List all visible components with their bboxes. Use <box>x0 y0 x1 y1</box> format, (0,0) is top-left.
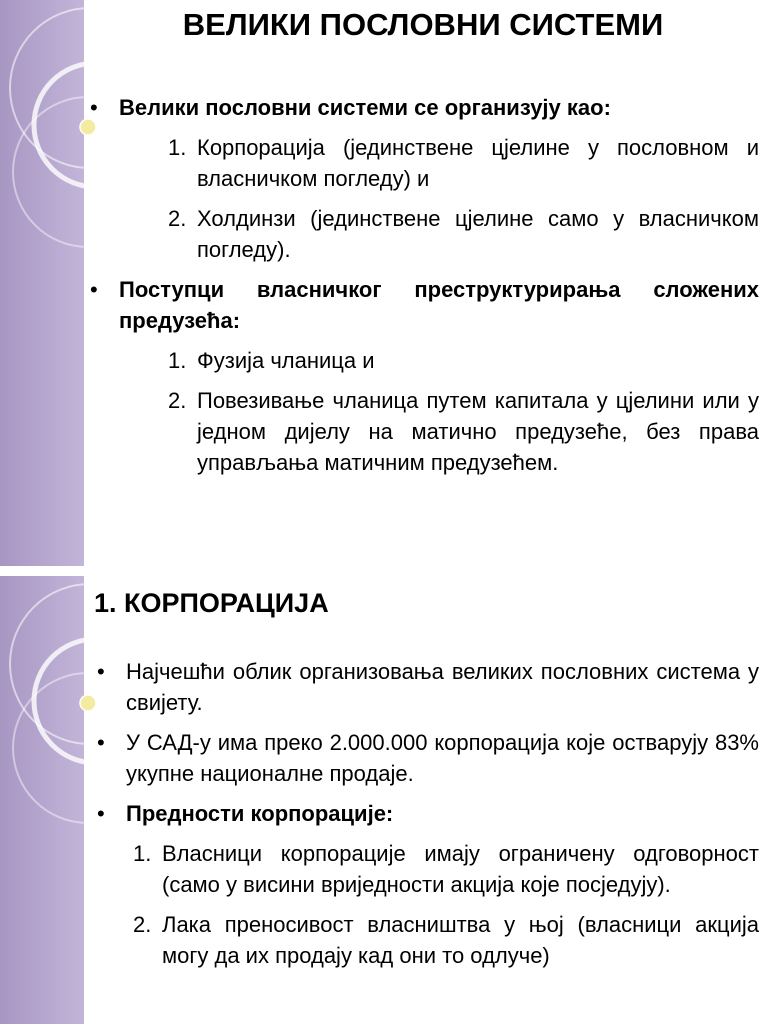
bullet-item <box>88 274 759 336</box>
numbered-item <box>88 203 759 265</box>
item-text: Холдинзи (јединствене цјелине само у власничком погледу). <box>197 206 759 262</box>
slide2-content <box>95 656 759 980</box>
bullet-icon: • <box>97 730 105 755</box>
bullet-text: Велики пословни системи се организују као: <box>119 95 611 120</box>
item-number: 2. <box>168 206 187 231</box>
numbered-item <box>88 132 759 194</box>
bullet-item <box>88 92 759 123</box>
bullet-text: У САД-у има преко 2.000.000 корпорација које остварују 83% укупне националне продаје. <box>126 730 759 786</box>
bullet-icon: • <box>97 659 105 684</box>
item-number: 1. <box>168 348 187 373</box>
numbered-item <box>95 909 759 971</box>
item-text: Фузија чланица и <box>197 348 375 373</box>
item-number: 1. <box>168 135 187 160</box>
numbered-item <box>88 345 759 376</box>
bullet-item <box>95 656 759 718</box>
bullet-icon: • <box>90 277 98 302</box>
bullet-icon: • <box>90 95 98 120</box>
item-text: Власници корпорације имају ограничену одговорност (само у висини вриједности акција које посједују). <box>162 841 759 897</box>
section-title: 1. КОРПОРАЦИЈА <box>94 588 329 618</box>
item-text: Корпорација (јединствене цјелине у пословном и власничком погледу) и <box>197 135 759 191</box>
slide-separator <box>0 566 768 576</box>
bullet-text: Предности корпорације: <box>126 801 394 826</box>
slide1-content <box>88 92 759 487</box>
numbered-item <box>95 838 759 900</box>
item-number: 2. <box>168 388 187 413</box>
item-text: Лака преносивост власништва у њој (власници акција могу да их продају кад они то одлуче) <box>162 912 759 968</box>
bullet-text: Најчешћи облик организовања великих пословних система у свијету. <box>126 659 759 715</box>
page-title: ВЕЛИКИ ПОСЛОВНИ СИСТЕМИ <box>182 7 664 42</box>
item-number: 2. <box>133 912 152 937</box>
bullet-item <box>95 727 759 789</box>
bullet-text: Поступци власничког преструктурирања сложених предузећа: <box>119 277 759 333</box>
bullet-item <box>95 798 759 829</box>
bullet-icon: • <box>97 801 105 826</box>
item-number: 1. <box>133 841 152 866</box>
item-text: Повезивање чланица путем капитала у цјелини или у једном дијелу на матично предузеће, без права управљања матичним предузећем. <box>197 388 759 475</box>
numbered-item <box>88 385 759 478</box>
